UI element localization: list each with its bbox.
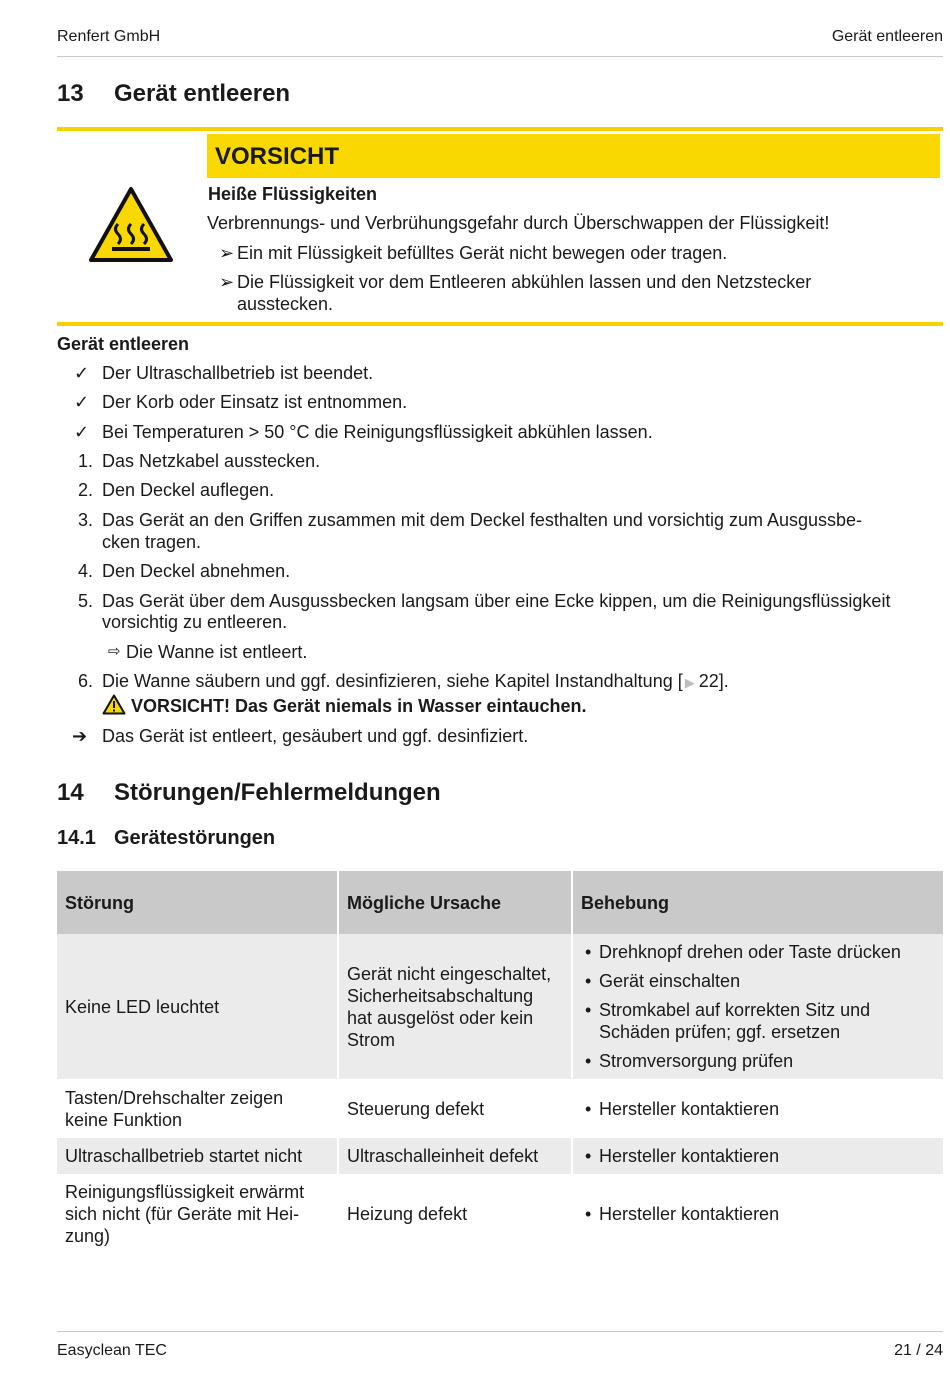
procedure-title: Gerät entleeren <box>57 334 190 354</box>
caution-bottom-bar <box>57 322 943 326</box>
table-cell-cause: Heizung defekt <box>338 1174 572 1254</box>
step-1-text: Das Netzkabel ausstecken. <box>102 451 321 471</box>
cause-line: Strom <box>347 1029 396 1050</box>
cause-line: Sicherheitsabschaltung <box>347 985 534 1006</box>
step-3-number: 3. <box>78 510 94 530</box>
remedy-list <box>581 941 935 1072</box>
table-row <box>57 1138 943 1174</box>
caution-measure-arrow-icon: ➢ <box>219 243 235 263</box>
step-1-number: 1. <box>78 451 94 471</box>
remedy-list <box>581 1145 935 1167</box>
remedy-item: • Stromversorgung prüfen <box>581 1050 935 1072</box>
footer-page-number: 21 / 24 <box>894 1342 943 1359</box>
step-6-number: 6. <box>78 671 94 691</box>
caution-measure-1: Ein mit Flüssigkeit befülltes Gerät nicht bewegen oder tragen. <box>237 243 728 263</box>
section-14-number: 14 <box>57 779 84 806</box>
table-cell-remedy <box>572 1174 943 1254</box>
table-cell-fault: Reinigungsflüssigkeit erwärmt sich nicht (für Geräte mit Hei-zung) <box>57 1174 338 1254</box>
cross-reference-arrow-icon[interactable]: ▶ <box>684 675 695 690</box>
section-14-1-title: Gerätestörungen <box>114 827 276 849</box>
table-header-cause: Mögliche Ursache <box>338 871 572 934</box>
footer-product: Easyclean TEC <box>57 1342 167 1359</box>
check-icon: ✓ <box>74 363 90 383</box>
table-cell-fault: Tasten/Drehschalter zeigen keine Funktion <box>57 1079 338 1138</box>
final-result: Das Gerät ist entleert, gesäubert und ggf. desinfiziert. <box>102 726 529 746</box>
header-company: Renfert GmbH <box>57 28 161 45</box>
final-result-arrow-icon: ➔ <box>72 726 88 746</box>
remedy-list <box>581 1203 935 1225</box>
remedy-item: • Drehknopf drehen oder Taste drücken <box>581 941 935 963</box>
cause-line: hat ausgelöst oder kein <box>347 1007 534 1028</box>
check-icon: ✓ <box>74 422 90 442</box>
caution-measure-2: Die Flüssigkeit vor dem Entleeren abkühlen lassen und den Netzstecker <box>237 272 812 292</box>
remedy-item: • Stromkabel auf korrekten Sitz und Schäden prüfen; ggf. ersetzen <box>581 999 935 1043</box>
result-arrow-icon: ⇨ <box>108 643 121 660</box>
header-chapter: Gerät entleeren <box>831 28 943 45</box>
remedy-item: • Hersteller kontaktieren <box>581 1098 935 1120</box>
table-cell-remedy <box>572 1138 943 1174</box>
step-5-text: Das Gerät über dem Ausgussbecken langsam über eine Ecke kippen, um die Reinigungsflüssigkeit <box>102 591 891 611</box>
prerequisite-3: Bei Temperaturen > 50 °C die Reinigungsflüssigkeit abkühlen lassen. <box>102 422 653 442</box>
caution-banner <box>207 134 940 178</box>
table-cell-remedy <box>572 1079 943 1138</box>
table-cell-cause: Ultraschalleinheit defekt <box>338 1138 572 1174</box>
step-2-number: 2. <box>78 480 94 500</box>
fault-table <box>57 871 943 1254</box>
step-3-text-cont: cken tragen. <box>102 532 202 552</box>
remedy-list <box>581 1098 935 1120</box>
table-row <box>57 1174 943 1254</box>
caution-hazard-text: Verbrennungs- und Verbrühungsgefahr durch Überschwappen der Flüssigkeit! <box>207 213 830 233</box>
intermediate-result: Die Wanne ist entleert. <box>126 642 308 662</box>
table-cell-cause <box>338 934 572 1079</box>
step-4-number: 4. <box>78 561 94 581</box>
step-5-number: 5. <box>78 591 94 611</box>
table-header-remedy: Behebung <box>572 871 943 934</box>
table-header-fault: Störung <box>57 871 338 934</box>
step-4-text: Den Deckel abnehmen. <box>102 561 291 581</box>
step-6-page-reference[interactable]: 22]. <box>698 671 729 691</box>
hot-surface-warning-icon <box>88 186 174 264</box>
caution-signal-word: VORSICHT <box>215 143 340 170</box>
caution-top-bar <box>57 127 943 131</box>
header-rule <box>57 56 943 57</box>
section-14-title: Störungen/Fehlermeldungen <box>114 779 441 806</box>
table-cell-fault: Ultraschallbetrieb startet nicht <box>57 1138 338 1174</box>
step-6-text-part1: Die Wanne säubern und ggf. desinfizieren, siehe Kapitel Instandhaltung [ <box>102 671 683 691</box>
table-row <box>57 1079 943 1138</box>
table-cell-cause: Steuerung defekt <box>338 1079 572 1138</box>
remedy-item: • Gerät einschalten <box>581 970 935 992</box>
table-header-row <box>57 871 943 934</box>
table-row <box>57 934 943 1079</box>
small-warning-icon <box>102 694 126 715</box>
caution-hazard-title: Heiße Flüssigkeiten <box>208 184 378 204</box>
step-2-text: Den Deckel auflegen. <box>102 480 275 500</box>
caution-measure-2-cont: ausstecken. <box>237 294 334 314</box>
step-3-text: Das Gerät an den Griffen zusammen mit dem Deckel festhalten und vorsichtig zum Ausgussbe- <box>102 510 863 530</box>
step-6-text <box>102 670 729 694</box>
cause-line: Gerät nicht eingeschaltet, <box>347 963 552 984</box>
prerequisite-2: Der Korb oder Einsatz ist entnommen. <box>102 392 408 412</box>
inline-warning <box>102 694 586 717</box>
section-14-1-number: 14.1 <box>57 827 96 849</box>
footer-rule <box>57 1331 943 1332</box>
step-5-text-cont: vorsichtig zu entleeren. <box>102 612 288 632</box>
remedy-item: • Hersteller kontaktieren <box>581 1203 935 1225</box>
section-13-number: 13 <box>57 80 84 107</box>
inline-warning-text: VORSICHT! Das Gerät niemals in Wasser eintauchen. <box>131 696 587 716</box>
prerequisite-1: Der Ultraschallbetrieb ist beendet. <box>102 363 374 383</box>
caution-measure-arrow-icon: ➢ <box>219 272 235 292</box>
section-13-title: Gerät entleeren <box>114 80 291 107</box>
check-icon: ✓ <box>74 392 90 412</box>
remedy-item: • Hersteller kontaktieren <box>581 1145 935 1167</box>
table-cell-remedy <box>572 934 943 1079</box>
table-cell-fault: Keine LED leuchtet <box>57 934 338 1079</box>
